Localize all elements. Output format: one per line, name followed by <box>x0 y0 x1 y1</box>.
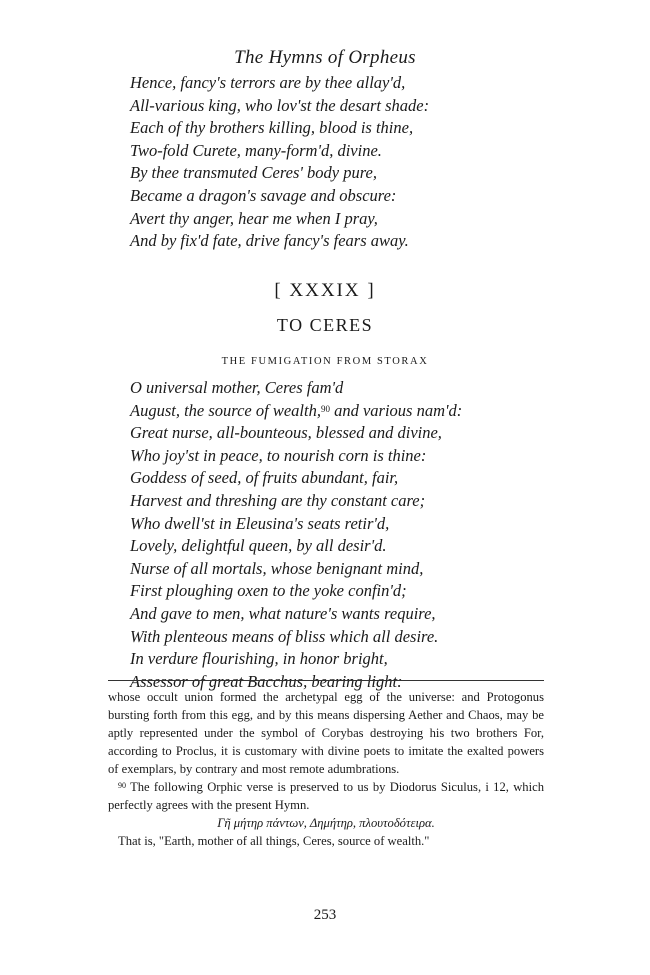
footnote-ref[interactable]: 90 <box>320 403 330 414</box>
footnote-90 <box>108 778 544 814</box>
verse-line: Two-fold Curete, many-form'd, divine. <box>130 140 382 160</box>
verse-line: Assessor of great Bacchus, bearing light: <box>130 671 403 691</box>
verse-line: And gave to men, what nature's wants require, <box>130 603 436 623</box>
footnote-translation: That is, "Earth, mother of all things, Ceres, source of wealth." <box>118 834 430 848</box>
verse-line: Who dwell'st in Eleusina's seats retir'd, <box>130 513 390 533</box>
verse-top <box>130 72 429 253</box>
verse-line: Hence, fancy's terrors are by thee allay'd, <box>130 73 406 92</box>
hymn-title: TO CERES <box>276 315 374 335</box>
verse-text: August, the source of wealth, <box>130 400 321 420</box>
footnote-continued: whose occult union formed the archetypal egg of the universe: and Protogonus bursting forth from this egg, and by this means dispersing Aether and Chaos, may be aptly represented under the symbol of Corybas destroying his two brothers For, according to Proclus, it is customary with divine poets to imitate the exalted powers of exemplars, by contrary and most remote adumbrations. <box>108 690 544 776</box>
footnote-divider <box>108 680 544 681</box>
verse-line: Became a dragon's savage and obscure: <box>130 185 397 205</box>
verse-line: And by fix'd fate, drive fancy's fears away. <box>130 231 409 251</box>
verse-line: O universal mother, Ceres fam'd <box>130 378 344 397</box>
hymn-subtitle: THE FUMIGATION FROM STORAX <box>221 356 429 367</box>
verse-line: Lovely, delightful queen, by all desir'd. <box>130 536 387 556</box>
verse-line: By thee transmuted Ceres' body pure, <box>130 163 378 183</box>
verse-line: All-various king, who lov'st the desart shade: <box>130 95 430 115</box>
verse-line: With plenteous means of bliss which all desire. <box>130 626 439 646</box>
verse-main <box>130 377 462 693</box>
greek-verse: Γῆ μήτηρ πάντων, Δημήτηρ, πλουτοδότειρα. <box>217 816 435 830</box>
verse-line: Great nurse, all-bounteous, blessed and divine, <box>130 423 442 443</box>
hymn-number: [ XXXIX ] <box>274 280 376 301</box>
verse-line: Each of thy brothers killing, blood is thine, <box>130 118 414 138</box>
verse-line-with-ref <box>130 400 462 423</box>
page-number: 253 <box>313 907 337 923</box>
footnote-number: 90 <box>118 781 126 790</box>
verse-line: Goddess of seed, of fruits abundant, fair, <box>130 468 399 488</box>
verse-line: Nurse of all mortals, whose benignant mind, <box>130 558 424 578</box>
verse-line: First ploughing oxen to the yoke confin'd; <box>130 581 407 601</box>
running-head: The Hymns of Orpheus <box>234 47 416 68</box>
verse-line: Harvest and threshing are thy constant care; <box>130 490 426 510</box>
verse-line: In verdure flourishing, in honor bright, <box>130 649 388 669</box>
verse-line: Who joy'st in peace, to nourish corn is thine: <box>130 445 427 465</box>
footnotes <box>108 688 544 850</box>
verse-line: Avert thy anger, hear me when I pray, <box>130 208 378 228</box>
verse-text: and various nam'd: <box>329 400 463 420</box>
footnote-text: The following Orphic verse is preserved to us by Diodorus Siculus, i 12, which perfectly agrees with the present Hymn. <box>108 780 544 812</box>
